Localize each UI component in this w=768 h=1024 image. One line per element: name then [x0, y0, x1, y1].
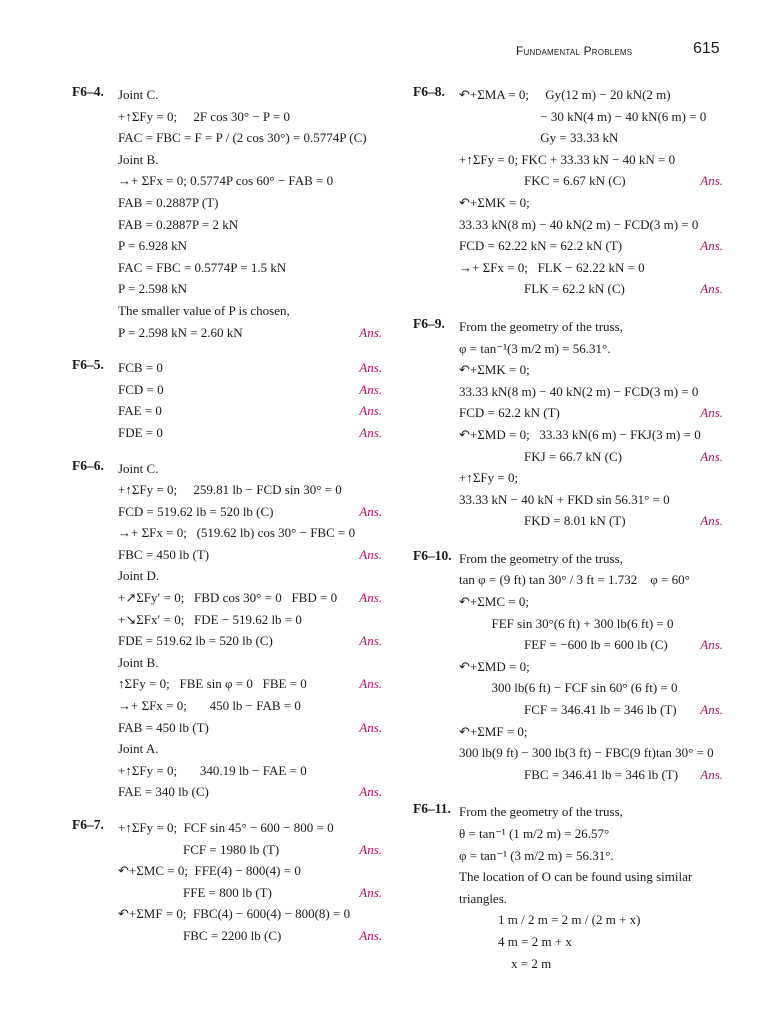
equation-text: ↶+ΣMD = 0; [459, 658, 530, 674]
equation-line [72, 400, 382, 422]
equation-line [413, 909, 723, 931]
equation-line [72, 501, 382, 523]
equation-line [413, 257, 723, 279]
equation-line [413, 742, 723, 764]
equation-text: FCD = 519.62 lb = 520 lb (C) [118, 503, 274, 519]
equation-text: +↑ΣFy = 0; 340.19 lb − FAE = 0 [118, 762, 307, 778]
equation-line [413, 359, 723, 381]
answer-label: Ans. [700, 405, 723, 421]
equation-text: FLK = 62.2 kN (C) [459, 281, 625, 297]
equation-line [413, 931, 723, 953]
equation-text: FAC = FBC = F = P / (2 cos 30°) = 0.5774P (C) [118, 130, 367, 146]
equation-text: ↑ΣFy = 0; FBE sin φ = 0 FBE = 0 [118, 676, 307, 692]
equation-line [413, 866, 723, 888]
equation-text: triangles. [459, 890, 508, 906]
equation-line [72, 695, 382, 717]
equation-text: 300 lb(6 ft) − FCF sin 60° (6 ft) = 0 [459, 680, 678, 696]
equation-text: →+ ΣFx = 0; 0.5774P cos 60° − FAB = 0 [118, 173, 334, 189]
equation-text: FKJ = 66.7 kN (C) [459, 448, 622, 464]
equation-text: P = 2.598 kN = 2.60 kN [118, 324, 243, 340]
answer-label: Ans. [700, 173, 723, 189]
equation-text: 300 lb(9 ft) − 300 lb(3 ft) − FBC(9 ft)tan 30° = 0 [459, 745, 714, 761]
problem-block [413, 548, 723, 786]
equation-line [413, 569, 723, 591]
answer-label: Ans. [359, 381, 382, 397]
equation-text: 1 m / 2 m = 2 m / (2 m + x) [459, 912, 641, 928]
equation-text: FEF = −600 lb = 600 lb (C) [459, 637, 668, 653]
equation-line [72, 760, 382, 782]
equation-line [72, 106, 382, 128]
equation-text: P = 2.598 kN [118, 281, 187, 297]
problem-id: F6–11. [413, 801, 451, 817]
equation-line [413, 699, 723, 721]
equation-text: x = 2 m [459, 955, 552, 971]
equation-text: θ = tan⁻¹ (1 m/2 m) = 26.57° [459, 826, 610, 841]
equation-text: FKD = 8.01 kN (T) [459, 513, 626, 529]
equation-line [413, 613, 723, 635]
equation-text: FFE = 800 lb (T) [118, 884, 272, 900]
equation-text: From the geometry of the truss, [459, 318, 623, 334]
answer-label: Ans. [700, 513, 723, 529]
equation-text: FCB = 0 [118, 360, 163, 376]
equation-line [413, 235, 723, 257]
equation-line [72, 781, 382, 803]
equation-line [72, 192, 382, 214]
page-number: 615 [693, 40, 720, 57]
left-column [72, 84, 382, 947]
answer-label: Ans. [359, 324, 382, 340]
equation-text: →+ ΣFx = 0; 450 lb − FAB = 0 [118, 698, 301, 714]
equation-line [72, 127, 382, 149]
answer-label: Ans. [359, 503, 382, 519]
equation-line [72, 860, 382, 882]
equation-text: FAB = 450 lb (T) [118, 719, 209, 735]
equation-text: FAC = FBC = 0.5774P = 1.5 kN [118, 259, 287, 275]
equation-text: FCD = 62.2 kN (T) [459, 405, 560, 421]
equation-line [72, 235, 382, 257]
answer-label: Ans. [359, 403, 382, 419]
equation-line [413, 548, 723, 570]
problem-block [72, 458, 382, 804]
problem-block [72, 357, 382, 443]
equation-text: The smaller value of P is chosen, [118, 302, 290, 318]
equation-text: ↶+ΣMK = 0; [459, 194, 530, 210]
equation-line [413, 127, 723, 149]
problem-id: F6–6. [72, 457, 104, 473]
equation-line [72, 717, 382, 739]
equation-line [72, 357, 382, 379]
equation-text: →+ ΣFx = 0; FLK − 62.22 kN = 0 [459, 259, 645, 275]
problem-block [413, 316, 723, 532]
equation-text: +↘ΣFx′ = 0; FDE − 519.62 lb = 0 [118, 611, 302, 627]
equation-text: Joint D. [118, 568, 160, 584]
equation-line [72, 422, 382, 444]
equation-line [72, 817, 382, 839]
problem-block [72, 817, 382, 947]
equation-line [72, 170, 382, 192]
equation-text: Joint B. [118, 151, 159, 167]
equation-line [413, 634, 723, 656]
equation-text: The location of O can be found using similar [459, 869, 693, 885]
equation-text: FDE = 0 [118, 424, 163, 440]
equation-line [72, 479, 382, 501]
equation-text: 33.33 kN(8 m) − 40 kN(2 m) − FCD(3 m) = 0 [459, 383, 699, 399]
equation-text: P = 6.928 kN [118, 238, 187, 254]
equation-line [413, 446, 723, 468]
answer-label: Ans. [359, 676, 382, 692]
equation-text: FKC = 6.67 kN (C) [459, 173, 626, 189]
equation-line [72, 522, 382, 544]
equation-text: 33.33 kN(8 m) − 40 kN(2 m) − FCD(3 m) = 0 [459, 216, 699, 232]
equation-line [413, 510, 723, 532]
problem-id: F6–9. [413, 315, 445, 331]
page-header [0, 40, 768, 64]
answer-label: Ans. [359, 884, 382, 900]
equation-text: 4 m = 2 m + x [459, 933, 572, 949]
equation-text: ↶+ΣMC = 0; FFE(4) − 800(4) = 0 [118, 863, 301, 879]
equation-line [413, 316, 723, 338]
equation-line [413, 953, 723, 975]
equation-line [72, 673, 382, 695]
answer-label: Ans. [700, 702, 723, 718]
equation-text: ↶+ΣMF = 0; FBC(4) − 600(4) − 800(8) = 0 [118, 906, 351, 922]
answer-label: Ans. [359, 784, 382, 800]
equation-text: FDE = 519.62 lb = 520 lb (C) [118, 633, 273, 649]
answer-label: Ans. [359, 546, 382, 562]
equation-line [413, 424, 723, 446]
equation-text: FAE = 0 [118, 403, 162, 419]
equation-line [413, 677, 723, 699]
equation-text: +↑ΣFy = 0; 2F cos 30° − P = 0 [118, 108, 290, 124]
equation-text: +↑ΣFy = 0; [459, 470, 519, 486]
equation-text: φ = tan⁻¹(3 m/2 m) = 56.31°. [459, 340, 611, 356]
answer-label: Ans. [359, 927, 382, 943]
problem-id: F6–5. [72, 357, 104, 373]
equation-text: ↶+ΣMF = 0; [459, 723, 528, 739]
equation-text: Joint C. [118, 460, 159, 476]
equation-text: FCF = 1980 lb (T) [118, 841, 280, 857]
equation-text: ↶+ΣMK = 0; [459, 362, 530, 378]
equation-line [72, 544, 382, 566]
right-column [413, 84, 723, 974]
equation-line [413, 149, 723, 171]
problem-id: F6–7. [72, 817, 104, 832]
equation-line [413, 845, 723, 867]
equation-line [72, 84, 382, 106]
equation-line [72, 839, 382, 861]
equation-line [413, 402, 723, 424]
equation-text: ↶+ΣMC = 0; [459, 594, 529, 610]
answer-label: Ans. [359, 719, 382, 735]
equation-text: Joint B. [118, 654, 159, 670]
equation-line [72, 322, 382, 344]
equation-line [72, 565, 382, 587]
equation-line [413, 278, 723, 300]
equation-line [72, 278, 382, 300]
equation-text: FBC = 450 lb (T) [118, 546, 210, 562]
equation-text: FBC = 346.41 lb = 346 lb (T) [459, 766, 679, 782]
answer-label: Ans. [700, 281, 723, 297]
answer-label: Ans. [700, 448, 723, 464]
equation-line [72, 300, 382, 322]
equation-line [413, 84, 723, 106]
answer-label: Ans. [359, 360, 382, 376]
equation-text: FBC = 2200 lb (C) [118, 927, 282, 943]
problem-block [413, 84, 723, 300]
equation-line [413, 214, 723, 236]
equation-line [72, 587, 382, 609]
equation-line [72, 379, 382, 401]
problem-block [413, 801, 723, 974]
equation-text: +↑ΣFy = 0; FCF sin 45° − 600 − 800 = 0 [118, 820, 334, 835]
equation-line [413, 888, 723, 910]
answer-label: Ans. [359, 590, 382, 606]
equation-line [72, 738, 382, 760]
equation-text: FAB = 0.2887P = 2 kN [118, 216, 239, 232]
equation-line [413, 764, 723, 786]
equation-text: +↑ΣFy = 0; FKC + 33.33 kN − 40 kN = 0 [459, 151, 676, 167]
equation-text: tan φ = (9 ft) tan 30° / 3 ft = 1.732 φ = 60° [459, 572, 690, 588]
answer-label: Ans. [359, 633, 382, 649]
section-title: Fundamental Problems [516, 44, 633, 58]
problem-id: F6–4. [72, 84, 104, 99]
equation-line [413, 823, 723, 845]
answer-label: Ans. [359, 424, 382, 440]
equation-line [413, 381, 723, 403]
equation-text: FAB = 0.2887P (T) [118, 194, 219, 210]
equation-text: From the geometry of the truss, [459, 804, 623, 820]
equation-line [72, 903, 382, 925]
equation-text: From the geometry of the truss, [459, 550, 623, 566]
equation-line [413, 656, 723, 678]
equation-text: FEF sin 30°(6 ft) + 300 lb(6 ft) = 0 [459, 615, 674, 631]
problem-block [72, 84, 382, 343]
equation-text: FAE = 340 lb (C) [118, 784, 209, 800]
equation-line [413, 192, 723, 214]
equation-text: − 30 kN(4 m) − 40 kN(6 m) = 0 [459, 108, 707, 124]
equation-text: ↶+ΣMA = 0; Gy(12 m) − 20 kN(2 m) [459, 87, 671, 102]
equation-text: Joint A. [118, 741, 159, 757]
equation-line [72, 925, 382, 947]
equation-line [413, 106, 723, 128]
equation-line [72, 257, 382, 279]
equation-text: +↗ΣFy′ = 0; FBD cos 30° = 0 FBD = 0 [118, 590, 338, 606]
problem-id: F6–8. [413, 84, 445, 99]
equation-text: FCF = 346.41 lb = 346 lb (T) [459, 702, 677, 718]
equation-line [413, 467, 723, 489]
equation-text: 33.33 kN − 40 kN + FKD sin 56.31° = 0 [459, 491, 670, 507]
equation-text: ↶+ΣMD = 0; 33.33 kN(6 m) − FKJ(3 m) = 0 [459, 426, 701, 442]
equation-line [413, 489, 723, 511]
equation-line [72, 214, 382, 236]
equation-line [72, 882, 382, 904]
equation-line [413, 170, 723, 192]
answer-label: Ans. [700, 238, 723, 254]
answer-label: Ans. [700, 766, 723, 782]
equation-line [72, 630, 382, 652]
equation-line [72, 149, 382, 171]
equation-line [413, 591, 723, 613]
equation-text: +↑ΣFy = 0; 259.81 lb − FCD sin 30° = 0 [118, 482, 342, 498]
equation-line [72, 609, 382, 631]
equation-text: FCD = 62.22 kN = 62.2 kN (T) [459, 238, 623, 254]
equation-line [413, 801, 723, 823]
answer-label: Ans. [359, 841, 382, 857]
equation-text: Gy = 33.33 kN [459, 130, 619, 146]
answer-label: Ans. [700, 637, 723, 653]
equation-text: FCD = 0 [118, 381, 164, 397]
equation-line [72, 652, 382, 674]
equation-text: φ = tan⁻¹ (3 m/2 m) = 56.31°. [459, 847, 614, 863]
equation-text: →+ ΣFx = 0; (519.62 lb) cos 30° − FBC = 0 [118, 525, 356, 541]
equation-text: Joint C. [118, 87, 159, 102]
problem-id: F6–10. [413, 547, 452, 563]
equation-line [413, 338, 723, 360]
equation-line [413, 721, 723, 743]
equation-line [72, 458, 382, 480]
